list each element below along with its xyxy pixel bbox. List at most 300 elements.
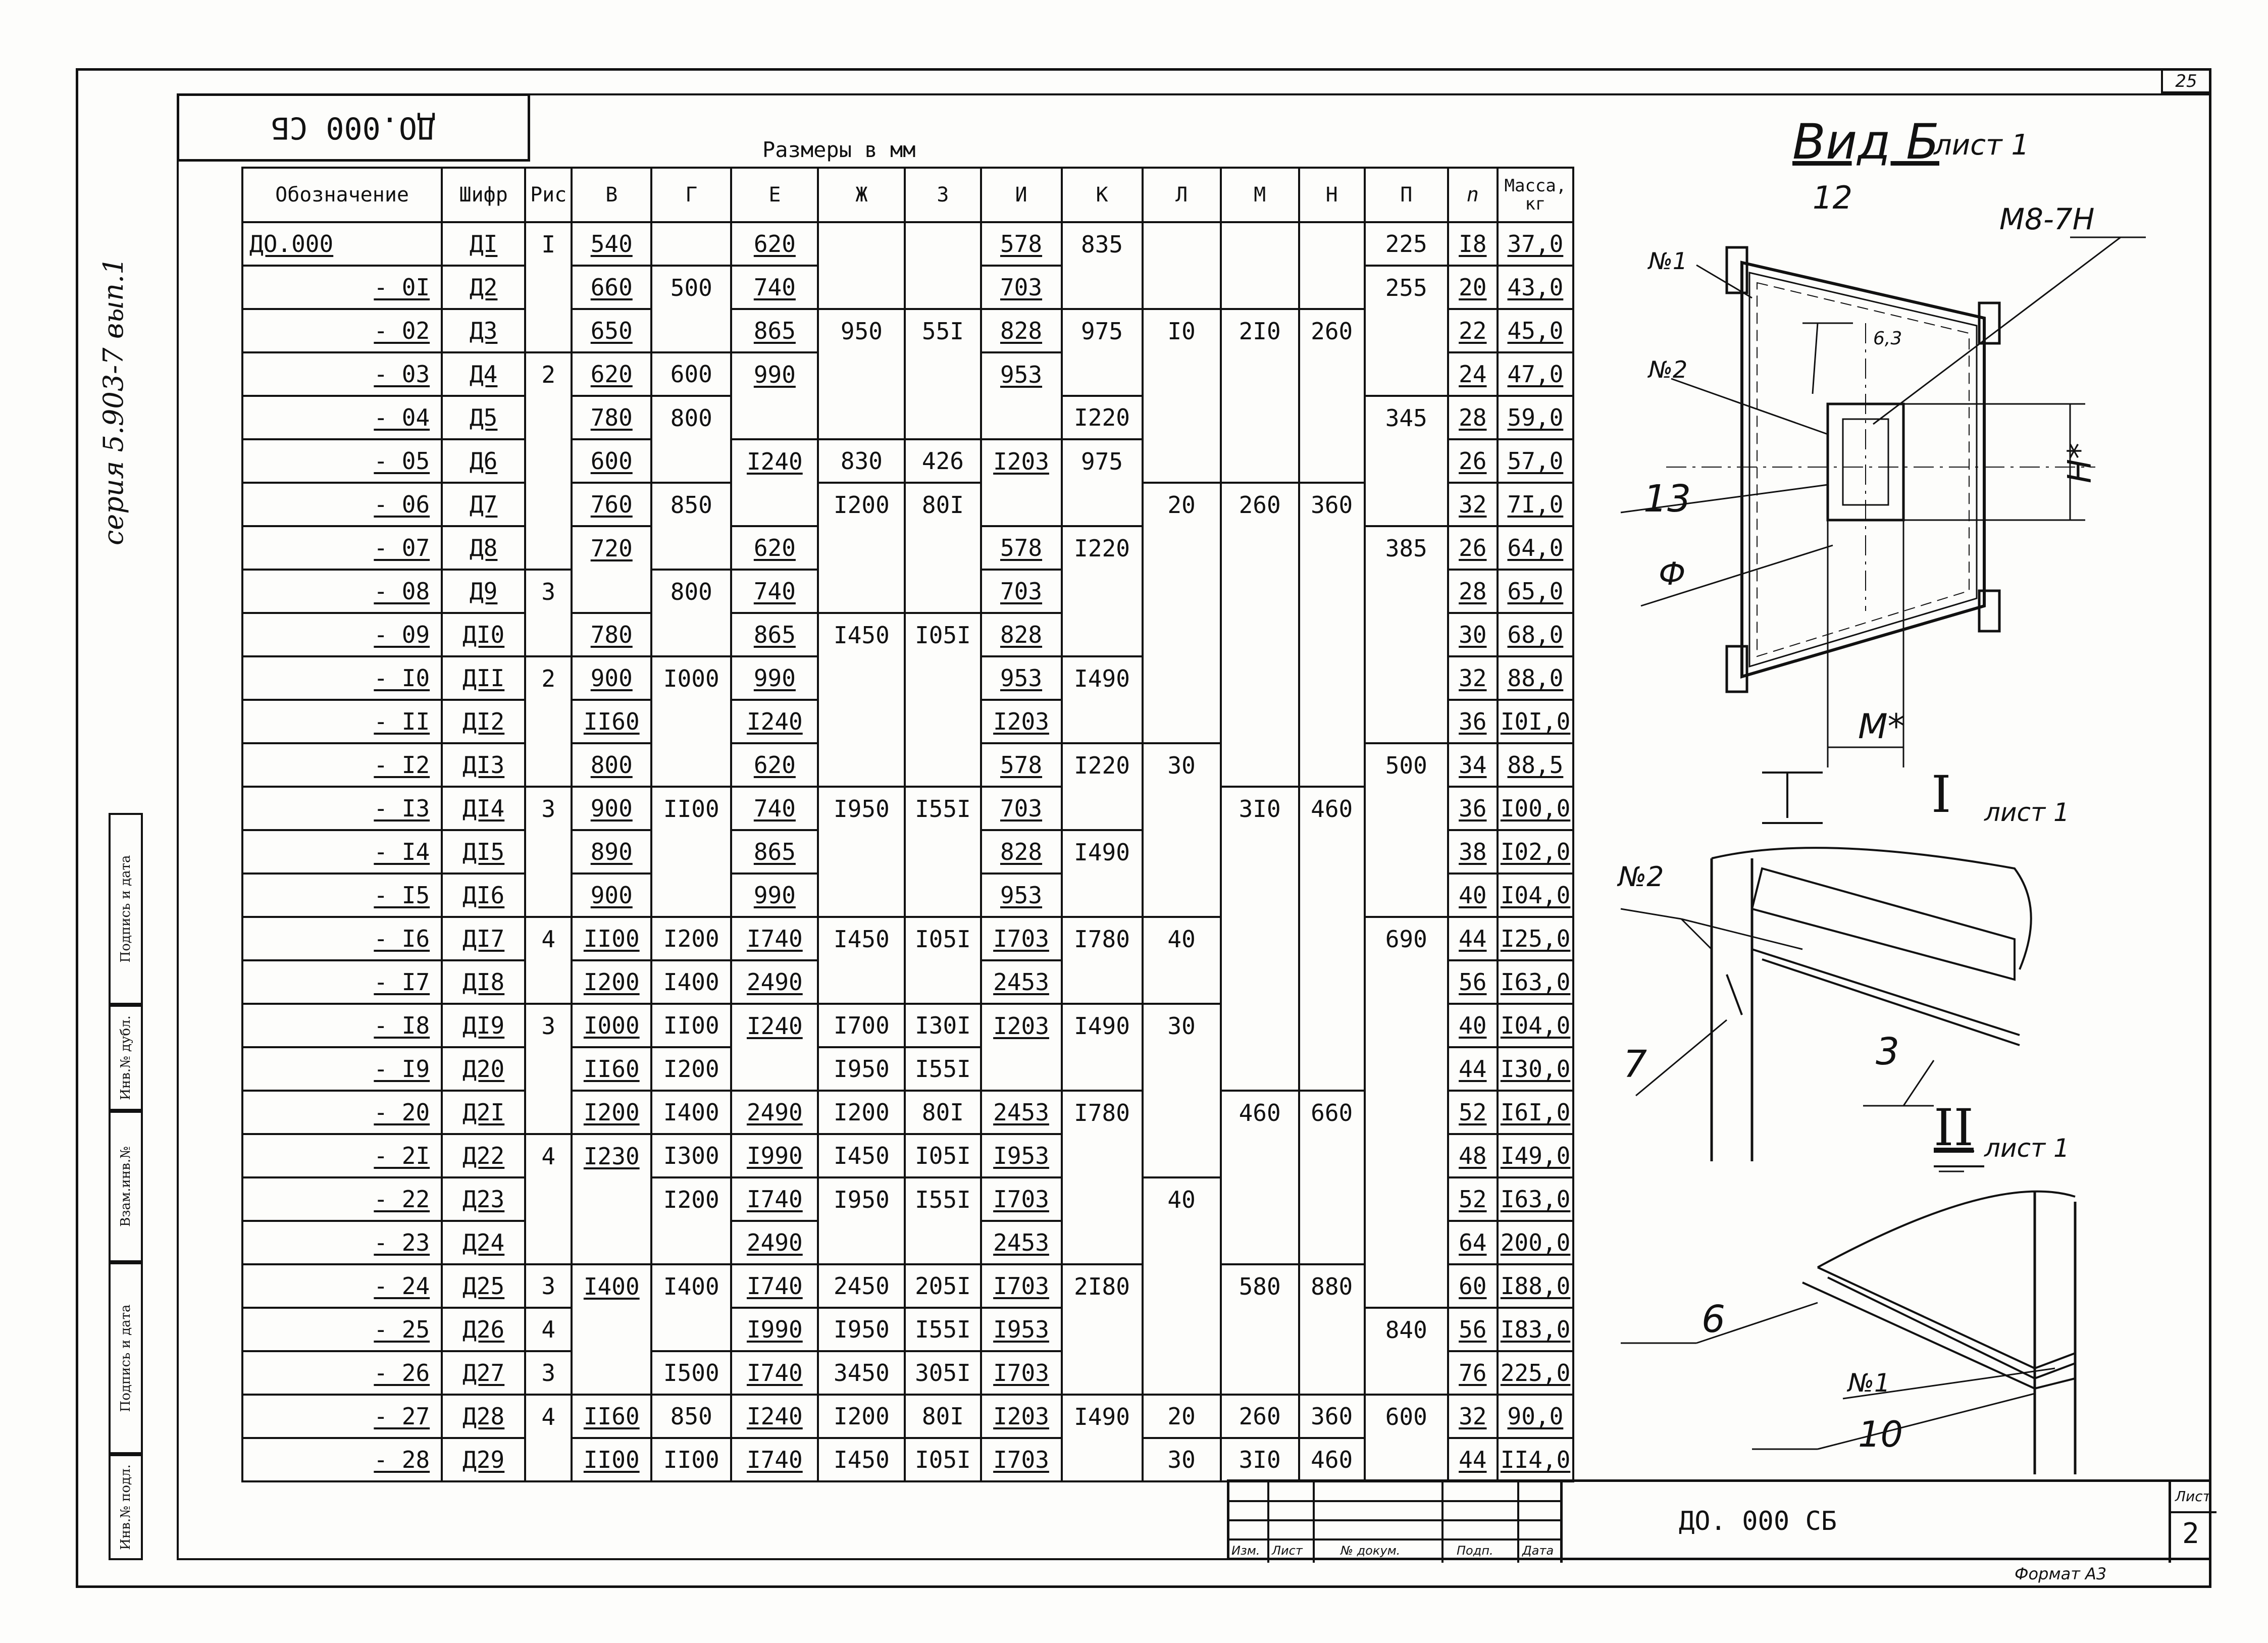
table-cell-m <box>1221 526 1299 570</box>
table-cell-mass: I25,0 <box>1498 917 1573 960</box>
table-cell-code: ДI5 <box>442 830 525 874</box>
table-cell-n: 360 <box>1299 1395 1365 1438</box>
table-cell-k <box>1062 1047 1143 1091</box>
table-cell-l: 30 <box>1143 1438 1221 1481</box>
table-cell-n: 660 <box>1299 1091 1365 1134</box>
table-cell-mass: 88,5 <box>1498 743 1573 787</box>
table-cell-e <box>731 396 818 439</box>
table-cell-v: 780 <box>572 613 651 656</box>
table-cell-e: I990 <box>731 1134 818 1177</box>
table-cell-e: 740 <box>731 787 818 830</box>
table-cell-z <box>905 743 981 787</box>
table-cell-g: I000 <box>651 656 731 700</box>
table-cell-mass: 90,0 <box>1498 1395 1573 1438</box>
table-cell-code: Д28 <box>442 1395 525 1438</box>
table-cell-n <box>1299 1004 1365 1047</box>
table-cell-n <box>1299 1047 1365 1091</box>
table-cell-m <box>1221 352 1299 396</box>
table-cell-p <box>1365 787 1448 830</box>
table-cell-n <box>1299 917 1365 960</box>
table-cell-zh <box>818 396 905 439</box>
table-cell-code: ДI6 <box>442 874 525 917</box>
table-row <box>242 1134 1573 1177</box>
table-cell-p <box>1365 1221 1448 1264</box>
table-cell-m: 580 <box>1221 1264 1299 1308</box>
table-cell-i: I703 <box>981 1177 1062 1221</box>
table-cell-n <box>1299 613 1365 656</box>
table-cell-v: II60 <box>572 700 651 743</box>
table-cell-mass: I49,0 <box>1498 1134 1573 1177</box>
table-cell-code: Д29 <box>442 1438 525 1481</box>
table-cell-k: 975 <box>1062 309 1143 352</box>
table-cell-zh <box>818 266 905 309</box>
table-cell-mass: I63,0 <box>1498 960 1573 1004</box>
table-cell-des: - I4 <box>242 830 442 874</box>
detail-1-label-7: 7 <box>1623 1043 1647 1086</box>
detail-2-label-6: 6 <box>1702 1298 1726 1341</box>
table-cell-zh: I450 <box>818 1134 905 1177</box>
table-cell-g <box>651 1308 731 1351</box>
table-cell-v: 540 <box>572 222 651 266</box>
table-cell-cnt: 44 <box>1448 917 1498 960</box>
table-cell-mass: 88,0 <box>1498 656 1573 700</box>
table-cell-p <box>1365 1177 1448 1221</box>
table-cell-i <box>981 483 1062 526</box>
table-cell-n: 260 <box>1299 309 1365 352</box>
table-row <box>242 743 1573 787</box>
table-cell-zh: I950 <box>818 1177 905 1221</box>
table-cell-g: I200 <box>651 917 731 960</box>
table-cell-code: Д2I <box>442 1091 525 1134</box>
table-cell-p: 225 <box>1365 222 1448 266</box>
table-cell-des: - 22 <box>242 1177 442 1221</box>
title-block-sheet-number: 2 <box>2182 1517 2199 1550</box>
table-cell-l <box>1143 570 1221 613</box>
table-cell-g: 800 <box>651 396 731 439</box>
table-cell-n <box>1299 1221 1365 1264</box>
header-cell: В <box>572 168 651 222</box>
table-cell-k <box>1062 874 1143 917</box>
table-cell-p <box>1365 656 1448 700</box>
series-text: серия 5.903-7 вып.1 <box>97 257 129 545</box>
table-cell-v: 720 <box>572 526 651 570</box>
table-cell-des: - I8 <box>242 1004 442 1047</box>
table-cell-des: - I5 <box>242 874 442 917</box>
table-cell-fig: 3 <box>525 570 572 613</box>
table-cell-fig <box>525 743 572 787</box>
header-cell: Ж <box>818 168 905 222</box>
table-cell-p <box>1365 1134 1448 1177</box>
table-cell-l <box>1143 830 1221 874</box>
table-cell-m <box>1221 1134 1299 1177</box>
table-cell-n <box>1299 266 1365 309</box>
table-cell-n <box>1299 830 1365 874</box>
table-cell-p <box>1365 874 1448 917</box>
table-cell-k: I220 <box>1062 396 1143 439</box>
table-cell-des: - 27 <box>242 1395 442 1438</box>
table-cell-m: 3I0 <box>1221 1438 1299 1481</box>
table-cell-z <box>905 656 981 700</box>
table-cell-z <box>905 570 981 613</box>
table-cell-k <box>1062 700 1143 743</box>
table-cell-fig <box>525 396 572 439</box>
table-cell-g <box>651 830 731 874</box>
table-cell-l: I0 <box>1143 309 1221 352</box>
table-cell-v: I230 <box>572 1134 651 1177</box>
header-cell: Н <box>1299 168 1365 222</box>
table-cell-l: 20 <box>1143 483 1221 526</box>
table-row <box>242 787 1573 830</box>
table-cell-v: 900 <box>572 656 651 700</box>
table-cell-zh <box>818 874 905 917</box>
table-cell-e: 740 <box>731 570 818 613</box>
table-cell-des: - 2I <box>242 1134 442 1177</box>
table-cell-des: - 05 <box>242 439 442 483</box>
table-cell-code: Д5 <box>442 396 525 439</box>
table-cell-v: II00 <box>572 1438 651 1481</box>
table-cell-fig: 4 <box>525 1308 572 1351</box>
table-cell-n: 360 <box>1299 483 1365 526</box>
table-cell-des: - 06 <box>242 483 442 526</box>
table-cell-g <box>651 700 731 743</box>
table-cell-m: 2I0 <box>1221 309 1299 352</box>
drawing-views <box>1590 101 2211 1474</box>
table-cell-code: Д23 <box>442 1177 525 1221</box>
table-cell-mass: I04,0 <box>1498 1004 1573 1047</box>
table-cell-n <box>1299 743 1365 787</box>
table-cell-l <box>1143 352 1221 396</box>
detail-2-label-10: 10 <box>1858 1414 1903 1455</box>
table-cell-mass: 57,0 <box>1498 439 1573 483</box>
table-row <box>242 439 1573 483</box>
table-cell-code: ДI2 <box>442 700 525 743</box>
table-cell-mass: 47,0 <box>1498 352 1573 396</box>
table-cell-des: - 28 <box>242 1438 442 1481</box>
table-cell-k <box>1062 570 1143 613</box>
table-cell-n <box>1299 1134 1365 1177</box>
table-cell-e <box>731 483 818 526</box>
table-cell-cnt: 44 <box>1448 1438 1498 1481</box>
table-cell-l <box>1143 266 1221 309</box>
table-cell-e: I740 <box>731 1351 818 1395</box>
detail-1-section <box>1712 858 1752 1161</box>
side-cell-inv-dubl: Инв.№ дубл. <box>109 1005 143 1111</box>
table-cell-z <box>905 266 981 309</box>
table-cell-e: I240 <box>731 1395 818 1438</box>
table-cell-v: 660 <box>572 266 651 309</box>
table-cell-n <box>1299 700 1365 743</box>
table-cell-i: I203 <box>981 700 1062 743</box>
table-cell-p <box>1365 483 1448 526</box>
header-cell: Л <box>1143 168 1221 222</box>
view-b-title: Вид Б <box>1792 114 1939 170</box>
table-cell-p <box>1365 700 1448 743</box>
table-cell-v: I200 <box>572 1091 651 1134</box>
table-cell-v <box>572 1177 651 1221</box>
table-cell-g: I200 <box>651 1047 731 1091</box>
table-cell-code: ДI7 <box>442 917 525 960</box>
table-cell-v: II60 <box>572 1047 651 1091</box>
table-cell-m <box>1221 396 1299 439</box>
table-cell-g: 600 <box>651 352 731 396</box>
table-row <box>242 222 1573 266</box>
table-cell-i: 953 <box>981 874 1062 917</box>
table-row <box>242 1004 1573 1047</box>
table-cell-l <box>1143 1134 1221 1177</box>
table-cell-cnt: 52 <box>1448 1177 1498 1221</box>
table-cell-i: I703 <box>981 1351 1062 1395</box>
table-cell-des: - 26 <box>242 1351 442 1395</box>
table-cell-fig: 3 <box>525 1004 572 1047</box>
table-cell-fig: 4 <box>525 1395 572 1438</box>
table-cell-m: 3I0 <box>1221 787 1299 830</box>
table-cell-n <box>1299 570 1365 613</box>
table-cell-z: I05I <box>905 1134 981 1177</box>
table-cell-des: - 25 <box>242 1308 442 1351</box>
table-cell-z: 80I <box>905 483 981 526</box>
table-cell-cnt: 26 <box>1448 439 1498 483</box>
table-cell-e: 740 <box>731 266 818 309</box>
table-cell-zh: I200 <box>818 483 905 526</box>
table-cell-m <box>1221 1177 1299 1221</box>
table-cell-e: 990 <box>731 874 818 917</box>
table-cell-z <box>905 352 981 396</box>
table-row <box>242 830 1573 874</box>
detail-1-title: I <box>1931 765 1951 824</box>
dimensions-table <box>241 167 1574 1482</box>
table-cell-m <box>1221 960 1299 1004</box>
table-cell-mass: 68,0 <box>1498 613 1573 656</box>
table-row <box>242 483 1573 526</box>
table-cell-z: I55I <box>905 787 981 830</box>
table-cell-zh <box>818 570 905 613</box>
view-b-label-roughness: 6,3 <box>1873 328 1902 349</box>
table-cell-m <box>1221 1004 1299 1047</box>
table-cell-cnt: 28 <box>1448 396 1498 439</box>
corner-sheet-number: 25 <box>2161 68 2211 93</box>
table-cell-cnt: 32 <box>1448 1395 1498 1438</box>
table-cell-des: - 24 <box>242 1264 442 1308</box>
table-cell-k: I490 <box>1062 1004 1143 1047</box>
title-block-col-date: Дата <box>1522 1544 1554 1558</box>
table-cell-i: 578 <box>981 526 1062 570</box>
table-cell-des: - I9 <box>242 1047 442 1091</box>
table-cell-g: 850 <box>651 483 731 526</box>
table-cell-e: 2490 <box>731 1091 818 1134</box>
table-cell-z: I55I <box>905 1308 981 1351</box>
table-cell-fig <box>525 1221 572 1264</box>
detail-1-sheet: лист 1 <box>1984 798 2070 827</box>
table-cell-i: 703 <box>981 570 1062 613</box>
table-cell-zh <box>818 700 905 743</box>
table-cell-z <box>905 526 981 570</box>
table-cell-e: 2490 <box>731 1221 818 1264</box>
table-cell-g <box>651 439 731 483</box>
table-row <box>242 352 1573 396</box>
table-cell-cnt: 28 <box>1448 570 1498 613</box>
table-cell-cnt: 52 <box>1448 1091 1498 1134</box>
table-cell-l <box>1143 396 1221 439</box>
table-row <box>242 874 1573 917</box>
table-cell-i <box>981 1047 1062 1091</box>
table-cell-g: I300 <box>651 1134 731 1177</box>
table-cell-l <box>1143 1308 1221 1351</box>
table-cell-mass: 37,0 <box>1498 222 1573 266</box>
table-cell-cnt: 38 <box>1448 830 1498 874</box>
table-cell-e: 620 <box>731 743 818 787</box>
table-cell-n <box>1299 396 1365 439</box>
table-cell-mass: I00,0 <box>1498 787 1573 830</box>
table-cell-zh: I200 <box>818 1091 905 1134</box>
table-cell-mass: 59,0 <box>1498 396 1573 439</box>
table-cell-z: I05I <box>905 613 981 656</box>
table-cell-i: 828 <box>981 309 1062 352</box>
table-cell-des: - 08 <box>242 570 442 613</box>
table-cell-zh: I450 <box>818 917 905 960</box>
table-cell-fig <box>525 483 572 526</box>
table-cell-code: Д24 <box>442 1221 525 1264</box>
header-cell: n <box>1448 168 1498 222</box>
view-b-label-12: 12 <box>1813 179 1852 216</box>
title-block-designation: ДО. 000 СБ <box>1679 1506 1837 1536</box>
table-cell-l <box>1143 1047 1221 1091</box>
table-cell-l: 30 <box>1143 743 1221 787</box>
table-cell-fig: 2 <box>525 352 572 396</box>
table-cell-e: 620 <box>731 526 818 570</box>
view-b-label-13: 13 <box>1643 477 1691 521</box>
table-cell-k <box>1062 1438 1143 1481</box>
table-cell-l <box>1143 222 1221 266</box>
table-cell-e: I740 <box>731 917 818 960</box>
table-cell-mass: 225,0 <box>1498 1351 1573 1395</box>
table-cell-fig <box>525 613 572 656</box>
table-cell-fig <box>525 309 572 352</box>
table-cell-g: 850 <box>651 1395 731 1438</box>
table-cell-cnt: 22 <box>1448 309 1498 352</box>
table-row <box>242 309 1573 352</box>
table-cell-k <box>1062 1221 1143 1264</box>
table-cell-g: II00 <box>651 1438 731 1481</box>
table-row <box>242 1395 1573 1438</box>
table-cell-i: I703 <box>981 1264 1062 1308</box>
table-cell-i: I953 <box>981 1134 1062 1177</box>
table-row <box>242 1438 1573 1481</box>
table-row <box>242 960 1573 1004</box>
table-cell-code: Д26 <box>442 1308 525 1351</box>
side-cell-replace-inv: Взам.инв.№ <box>109 1111 143 1262</box>
table-cell-zh: 3450 <box>818 1351 905 1395</box>
table-cell-n <box>1299 960 1365 1004</box>
header-cell: З <box>905 168 981 222</box>
table-cell-z <box>905 830 981 874</box>
table-cell-m <box>1221 266 1299 309</box>
table-cell-zh <box>818 960 905 1004</box>
table-cell-g: I400 <box>651 1091 731 1134</box>
table-cell-g: I400 <box>651 1264 731 1308</box>
table-cell-cnt: 32 <box>1448 483 1498 526</box>
table-cell-mass: I6I,0 <box>1498 1091 1573 1134</box>
table-cell-mass: 200,0 <box>1498 1221 1573 1264</box>
table-cell-zh: I700 <box>818 1004 905 1047</box>
table-cell-l: 40 <box>1143 917 1221 960</box>
table-cell-z: 426 <box>905 439 981 483</box>
table-cell-mass: 43,0 <box>1498 266 1573 309</box>
table-cell-code: ДI3 <box>442 743 525 787</box>
table-cell-fig <box>525 700 572 743</box>
table-cell-g <box>651 309 731 352</box>
header-cell: Масса, кг <box>1498 168 1573 222</box>
table-cell-m <box>1221 1221 1299 1264</box>
table-cell-code: Д25 <box>442 1264 525 1308</box>
table-row <box>242 266 1573 309</box>
table-cell-m: 460 <box>1221 1091 1299 1134</box>
table-row <box>242 526 1573 570</box>
format-label: Формат А3 <box>2015 1564 2107 1583</box>
table-cell-cnt: 32 <box>1448 656 1498 700</box>
table-cell-mass: 7I,0 <box>1498 483 1573 526</box>
table-cell-cnt: 24 <box>1448 352 1498 396</box>
table-cell-e: 990 <box>731 352 818 396</box>
table-cell-code: Д2 <box>442 266 525 309</box>
table-cell-cnt: 40 <box>1448 1004 1498 1047</box>
table-cell-fig: 3 <box>525 1264 572 1308</box>
table-cell-p: 255 <box>1365 266 1448 309</box>
table-cell-k <box>1062 787 1143 830</box>
table-cell-k <box>1062 1134 1143 1177</box>
table-cell-v: 800 <box>572 743 651 787</box>
table-cell-m <box>1221 1351 1299 1395</box>
table-cell-z <box>905 960 981 1004</box>
table-cell-n <box>1299 1308 1365 1351</box>
table-cell-cnt: 56 <box>1448 1308 1498 1351</box>
table-cell-e: I240 <box>731 700 818 743</box>
table-cell-z: I55I <box>905 1177 981 1221</box>
table-cell-e: I240 <box>731 439 818 483</box>
table-cell-l <box>1143 613 1221 656</box>
table-cell-fig <box>525 1438 572 1481</box>
table-cell-p <box>1365 352 1448 396</box>
table-cell-g: 800 <box>651 570 731 613</box>
table-row <box>242 700 1573 743</box>
table-cell-mass: I02,0 <box>1498 830 1573 874</box>
table-row <box>242 656 1573 700</box>
table-cell-m <box>1221 613 1299 656</box>
table-cell-k <box>1062 1351 1143 1395</box>
table-cell-zh: I950 <box>818 787 905 830</box>
table-cell-code: ДII <box>442 656 525 700</box>
title-block-sheet-cell <box>2169 1482 2214 1563</box>
table-cell-i: 703 <box>981 266 1062 309</box>
title-block <box>1227 1479 2211 1560</box>
table-cell-k: 2I80 <box>1062 1264 1143 1308</box>
table-cell-code: Д8 <box>442 526 525 570</box>
table-cell-l <box>1143 439 1221 483</box>
table-cell-des: - II <box>242 700 442 743</box>
header-cell: Е <box>731 168 818 222</box>
title-block-col-list: Лист <box>1272 1544 1303 1558</box>
table-row <box>242 570 1573 613</box>
table-cell-zh: 830 <box>818 439 905 483</box>
table-cell-p: 500 <box>1365 743 1448 787</box>
table-cell-z: 205I <box>905 1264 981 1308</box>
table-cell-p: 600 <box>1365 1395 1448 1438</box>
detail-1-label-n2: №2 <box>1618 861 1664 893</box>
table-cell-zh: I200 <box>818 1395 905 1438</box>
table-cell-fig: 4 <box>525 1134 572 1177</box>
table-cell-k: 975 <box>1062 439 1143 483</box>
table-cell-p: 345 <box>1365 396 1448 439</box>
table-cell-v: 620 <box>572 352 651 396</box>
